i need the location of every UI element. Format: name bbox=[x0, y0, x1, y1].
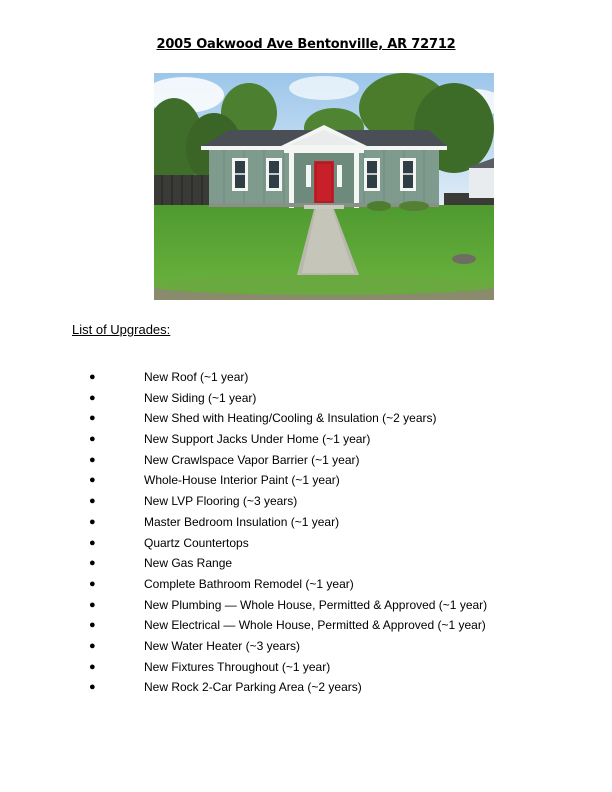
list-item-text: New Siding (~1 year) bbox=[144, 390, 257, 405]
list-item-text: New Shed with Heating/Cooling & Insulation (~2 years) bbox=[144, 411, 437, 426]
bullet-icon: ● bbox=[89, 619, 96, 632]
bullet-icon: ● bbox=[89, 371, 96, 383]
list-item-text: New Crawlspace Vapor Barrier (~1 year) bbox=[144, 452, 360, 467]
list-item-text: New Fixtures Throughout (~1 year) bbox=[144, 659, 331, 674]
upgrades-heading: List of Upgrades: bbox=[72, 322, 171, 337]
list-item bbox=[0, 615, 612, 636]
bullet-icon: ● bbox=[89, 474, 96, 487]
list-item bbox=[0, 408, 612, 429]
list-item-text: Complete Bathroom Remodel (~1 year) bbox=[144, 576, 354, 591]
bullet-icon: ● bbox=[89, 639, 96, 652]
list-item-text: New Rock 2-Car Parking Area (~2 years) bbox=[144, 680, 362, 695]
list-item bbox=[0, 574, 612, 595]
list-item bbox=[0, 677, 612, 698]
list-item-text: New LVP Flooring (~3 years) bbox=[144, 494, 298, 509]
list-item bbox=[0, 657, 612, 678]
house-photo bbox=[154, 73, 494, 300]
list-item bbox=[0, 533, 612, 554]
list-item bbox=[0, 595, 612, 616]
list-item bbox=[0, 491, 612, 512]
bullet-icon: ● bbox=[89, 660, 96, 673]
list-item-text: New Gas Range bbox=[144, 556, 233, 571]
list-item bbox=[0, 512, 612, 533]
bullet-icon: ● bbox=[89, 557, 96, 570]
list-item-text: Quartz Countertops bbox=[144, 535, 249, 550]
list-item-text: New Water Heater (~3 years) bbox=[144, 638, 300, 653]
list-item-text: New Support Jacks Under Home (~1 year) bbox=[144, 432, 371, 447]
list-item bbox=[0, 429, 612, 450]
document-title: 2005 Oakwood Ave Bentonville, AR 72712 bbox=[156, 37, 456, 52]
bullet-icon: ● bbox=[89, 391, 96, 404]
list-item bbox=[0, 450, 612, 471]
upgrades-list bbox=[0, 367, 612, 698]
list-item bbox=[0, 367, 612, 388]
bullet-icon: ● bbox=[89, 412, 96, 425]
list-item-text: Master Bedroom Insulation (~1 year) bbox=[144, 514, 340, 529]
bullet-icon: ● bbox=[89, 681, 96, 694]
bullet-icon: ● bbox=[89, 433, 96, 446]
bullet-icon: ● bbox=[89, 536, 96, 549]
list-item bbox=[0, 553, 612, 574]
list-item-text: New Plumbing — Whole House, Permitted & Approved (~1 year) bbox=[144, 597, 488, 612]
list-item bbox=[0, 388, 612, 409]
list-item-text: New Electrical — Whole House, Permitted & Approved (~1 year) bbox=[144, 618, 486, 633]
list-item-text: Whole-House Interior Paint (~1 year) bbox=[144, 473, 340, 488]
bullet-icon: ● bbox=[89, 515, 96, 528]
bullet-icon: ● bbox=[89, 598, 96, 611]
bullet-icon: ● bbox=[89, 495, 96, 508]
list-item-text: New Roof (~1 year) bbox=[144, 370, 249, 384]
list-item bbox=[0, 636, 612, 657]
bullet-icon: ● bbox=[89, 453, 96, 466]
list-item bbox=[0, 470, 612, 491]
bullet-icon: ● bbox=[89, 577, 96, 590]
